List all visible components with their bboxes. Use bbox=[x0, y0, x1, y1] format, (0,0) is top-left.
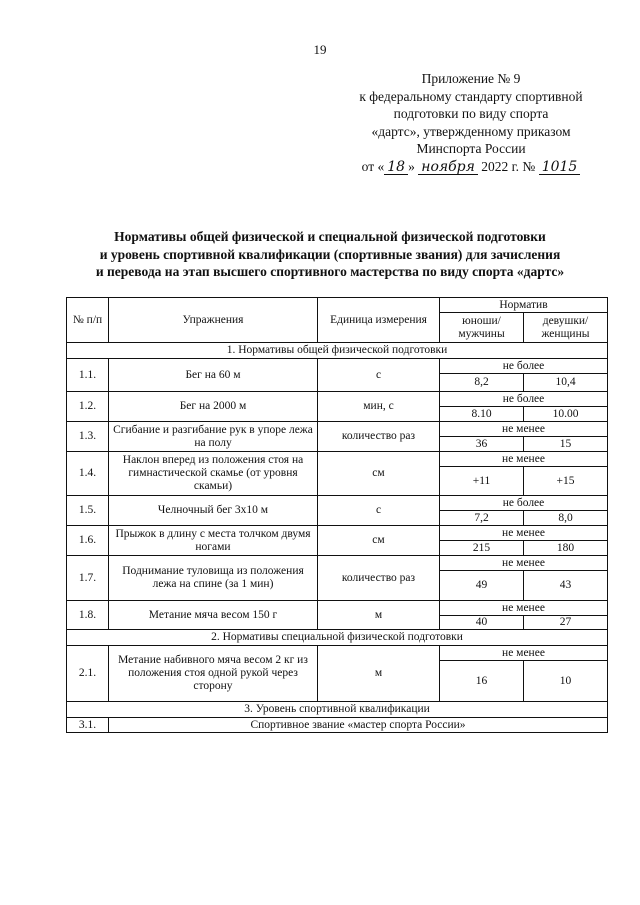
exercise-name: Бег на 2000 м bbox=[109, 392, 318, 422]
row-number: 1.2. bbox=[67, 392, 109, 422]
male-value: 215 bbox=[440, 541, 524, 556]
header-num: № п/п bbox=[67, 298, 109, 343]
norm-qualifier: не менее bbox=[440, 556, 608, 571]
section-title: 1. Нормативы общей физической подготовки bbox=[67, 343, 608, 359]
female-value: 10,4 bbox=[524, 374, 608, 392]
exercise-name: Наклон вперед из положения стоя на гимнастической скамье (от уровня скамьи) bbox=[109, 452, 318, 496]
table-row bbox=[67, 359, 608, 374]
section-row bbox=[67, 630, 608, 646]
exercise-name: Сгибание и разгибание рук в упоре лежа на полу bbox=[109, 422, 318, 452]
female-value: 10 bbox=[524, 661, 608, 702]
header-exercise: Упражнения bbox=[109, 298, 318, 343]
table-row bbox=[67, 422, 608, 437]
row-number: 1.1. bbox=[67, 359, 109, 392]
unit-of-measure: см bbox=[318, 452, 440, 496]
table-row bbox=[67, 646, 608, 661]
section-row bbox=[67, 343, 608, 359]
female-value: 10.00 bbox=[524, 407, 608, 422]
norms-table bbox=[66, 297, 608, 733]
row-number: 2.1. bbox=[67, 646, 109, 702]
row-number: 1.8. bbox=[67, 601, 109, 630]
male-value: 8.10 bbox=[440, 407, 524, 422]
header-unit: Единица измерения bbox=[318, 298, 440, 343]
row-number: 1.5. bbox=[67, 496, 109, 526]
title-line: Нормативы общей физической и специальной физической подготовки bbox=[114, 229, 546, 244]
norm-qualifier: не менее bbox=[440, 526, 608, 541]
row-number: 1.4. bbox=[67, 452, 109, 496]
table-row bbox=[67, 718, 608, 733]
handwritten-month: ноября bbox=[418, 160, 478, 175]
unit-of-measure: с bbox=[318, 496, 440, 526]
unit-of-measure: количество раз bbox=[318, 422, 440, 452]
unit-of-measure: мин, с bbox=[318, 392, 440, 422]
male-value: 16 bbox=[440, 661, 524, 702]
handwritten-day: 18 bbox=[384, 160, 408, 175]
unit-of-measure: см bbox=[318, 526, 440, 556]
appendix-line: Минспорта России bbox=[416, 141, 526, 156]
appendix-line: подготовки по виду спорта bbox=[393, 106, 549, 121]
document-title bbox=[40, 228, 620, 281]
table-row bbox=[67, 601, 608, 616]
female-value: 27 bbox=[524, 616, 608, 630]
header-male: юноши/ мужчины bbox=[440, 313, 524, 343]
appendix-block bbox=[336, 70, 606, 175]
unit-of-measure: м bbox=[318, 646, 440, 702]
norm-qualifier: не менее bbox=[440, 601, 608, 616]
header-female: девушки/ женщины bbox=[524, 313, 608, 343]
norm-qualifier: не более bbox=[440, 496, 608, 511]
row-number: 1.6. bbox=[67, 526, 109, 556]
table-row bbox=[67, 496, 608, 511]
from-prefix: от « bbox=[361, 158, 385, 174]
male-value: 36 bbox=[440, 437, 524, 452]
appendix-line: к федеральному стандарту спортивной bbox=[359, 88, 583, 104]
qualification-text: Спортивное звание «мастер спорта России» bbox=[109, 718, 608, 733]
exercise-name: Челночный бег 3х10 м bbox=[109, 496, 318, 526]
table-row bbox=[67, 452, 608, 467]
table-row bbox=[67, 556, 608, 571]
female-value: +15 bbox=[524, 467, 608, 496]
row-number: 1.7. bbox=[67, 556, 109, 601]
female-value: 8,0 bbox=[524, 511, 608, 526]
male-value: 7,2 bbox=[440, 511, 524, 526]
title-line: и перевода на этап высшего спортивного мастерства по виду спорта «дартс» bbox=[95, 264, 565, 279]
header-norm: Норматив bbox=[440, 298, 608, 313]
quote-close: » bbox=[408, 158, 415, 174]
exercise-name: Поднимание туловища из положения лежа на спине (за 1 мин) bbox=[109, 556, 318, 601]
unit-of-measure: с bbox=[318, 359, 440, 392]
female-value: 43 bbox=[524, 571, 608, 601]
section-title: 2. Нормативы специальной физической подготовки bbox=[67, 630, 608, 646]
female-value: 180 bbox=[524, 541, 608, 556]
row-number: 1.3. bbox=[67, 422, 109, 452]
norm-qualifier: не менее bbox=[440, 452, 608, 467]
order-date-line bbox=[336, 158, 606, 176]
male-value: +11 bbox=[440, 467, 524, 496]
page-number: 19 bbox=[313, 42, 327, 57]
exercise-name: Метание набивного мяча весом 2 кг из положения стоя одной рукой через сторону bbox=[109, 646, 318, 702]
unit-of-measure: количество раз bbox=[318, 556, 440, 601]
norm-qualifier: не более bbox=[440, 359, 608, 374]
title-line: и уровень спортивной квалификации (спортивные звания) для зачисления bbox=[99, 246, 561, 262]
row-number: 3.1. bbox=[67, 718, 109, 733]
table-row bbox=[67, 526, 608, 541]
appendix-line: «дартс», утвержденному приказом bbox=[371, 123, 571, 139]
section-title: 3. Уровень спортивной квалификации bbox=[67, 702, 608, 718]
exercise-name: Метание мяча весом 150 г bbox=[109, 601, 318, 630]
handwritten-order-number: 1015 bbox=[539, 160, 581, 175]
exercise-name: Бег на 60 м bbox=[109, 359, 318, 392]
section-row bbox=[67, 702, 608, 718]
appendix-line: Приложение № 9 bbox=[421, 71, 521, 86]
male-value: 8,2 bbox=[440, 374, 524, 392]
female-value: 15 bbox=[524, 437, 608, 452]
male-value: 40 bbox=[440, 616, 524, 630]
norm-qualifier: не более bbox=[440, 392, 608, 407]
male-value: 49 bbox=[440, 571, 524, 601]
norm-qualifier: не менее bbox=[440, 422, 608, 437]
unit-of-measure: м bbox=[318, 601, 440, 630]
norm-qualifier: не менее bbox=[440, 646, 608, 661]
year-text: 2022 г. № bbox=[481, 158, 536, 174]
table-row bbox=[67, 392, 608, 407]
exercise-name: Прыжок в длину с места толчком двумя ногами bbox=[109, 526, 318, 556]
